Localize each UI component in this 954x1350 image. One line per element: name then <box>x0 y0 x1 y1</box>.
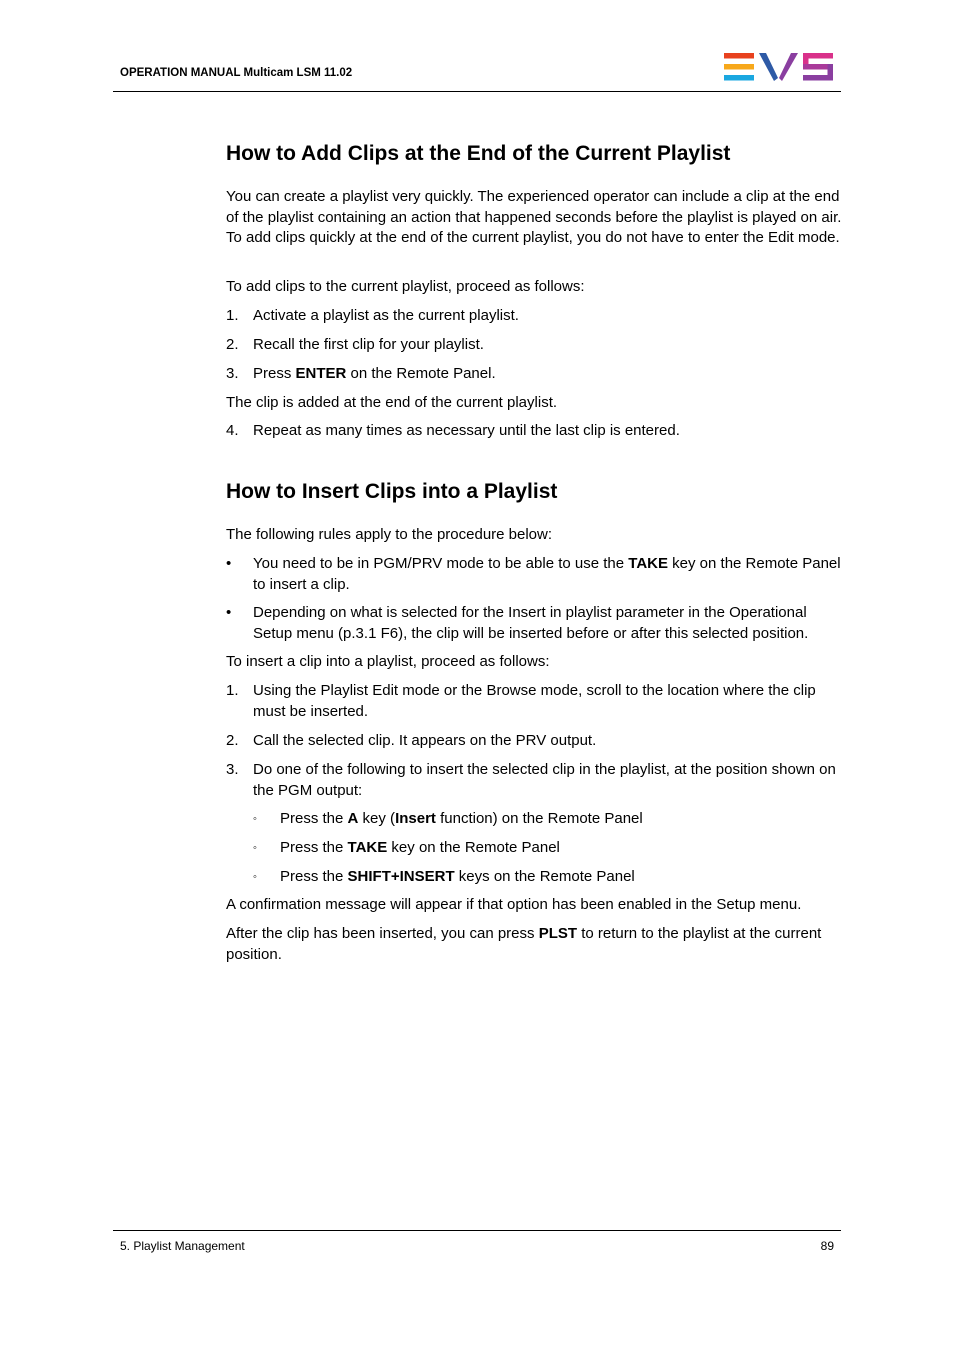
page-footer <box>113 1230 841 1255</box>
bullet-marker: • <box>226 555 232 572</box>
section-heading-insert-clips: How to Insert Clips into a Playlist <box>226 480 558 503</box>
bullet-text: You need to be in PGM/PRV mode to be able to use the TAKE key on the Remote Panel to insert a clip. <box>253 555 841 593</box>
sub-list-text: Press the TAKE key on the Remote Panel <box>280 839 560 856</box>
sub-bullet-marker: ◦ <box>253 813 257 825</box>
page-header <box>113 48 841 92</box>
logo-s-bottom <box>803 75 833 81</box>
key-a: A <box>347 810 359 827</box>
key-plst: PLST <box>538 925 578 942</box>
evs-logo <box>724 52 834 82</box>
section2-lead: To insert a clip into a playlist, proceed as follows: <box>226 653 550 670</box>
logo-e-bar-bottom <box>724 75 754 81</box>
bullet-item <box>226 603 844 644</box>
list-text: Recall the first clip for your playlist. <box>253 336 484 353</box>
list-number: 3. <box>226 365 239 382</box>
key-shift-insert: SHIFT+INSERT <box>347 868 455 885</box>
sub-bullet-marker: ◦ <box>253 871 257 883</box>
sub-list-text: Press the SHIFT+INSERT keys on the Remote Panel <box>280 868 635 885</box>
section-heading-add-clips: How to Add Clips at the End of the Current Playlist <box>226 142 731 165</box>
list-text: Do one of the following to insert the selected clip in the playlist, at the position shown on the PGM output: <box>253 761 836 799</box>
list-item <box>226 681 844 722</box>
bullet-text: Depending on what is selected for the Insert in playlist parameter in the Operational Setup menu (p.3.1 F6), the clip will be inserted before or after this selected position. <box>253 604 809 642</box>
function-insert: Insert <box>395 810 436 827</box>
bullet-marker: • <box>226 604 232 621</box>
footer-section-title: 5. Playlist Management <box>120 1239 245 1253</box>
list-number: 3. <box>226 761 239 778</box>
logo-v-right <box>779 53 798 81</box>
list-item <box>226 364 844 385</box>
key-take: TAKE <box>347 839 388 856</box>
list-text: Using the Playlist Edit mode or the Browse mode, scroll to the location where the clip must be inserted. <box>253 682 816 720</box>
list-number: 4. <box>226 422 239 439</box>
sub-list-item <box>253 867 844 888</box>
list-item <box>226 421 844 442</box>
list-number: 1. <box>226 682 239 699</box>
bullet-item <box>226 554 844 595</box>
section2-rules-lead: The following rules apply to the procedure below: <box>226 526 553 543</box>
list-item <box>226 731 844 752</box>
key-take: TAKE <box>628 555 668 572</box>
sub-bullet-marker: ◦ <box>253 842 257 854</box>
page-number: 89 <box>820 1239 834 1253</box>
list-text: Press ENTER on the Remote Panel. <box>253 365 496 382</box>
logo-v-left <box>759 53 778 81</box>
section1-intro: You can create a playlist very quickly. The experienced operator can include a clip at the end of the playlist containing an action that happened seconds before the playlist is played on air. To add clips quickly at the end of the current playlist, you do not have to enter the Edit mode. <box>226 188 842 246</box>
sub-list-item <box>253 809 844 830</box>
section1-lead: To add clips to the current playlist, proceed as follows: <box>226 278 585 295</box>
list-text: Call the selected clip. It appears on the PRV output. <box>253 732 597 749</box>
sub-list-text: Press the A key (Insert function) on the Remote Panel <box>280 810 643 827</box>
logo-e-bar-mid <box>724 64 754 70</box>
list-text: Activate a playlist as the current playlist. <box>253 307 519 324</box>
section1-note: The clip is added at the end of the current playlist. <box>226 394 558 411</box>
section2-confirm: A confirmation message will appear if that option has been enabled in the Setup menu. <box>226 896 802 913</box>
list-item <box>226 760 844 801</box>
list-item <box>226 335 844 356</box>
list-number: 1. <box>226 307 239 324</box>
section2-after: After the clip has been inserted, you can press PLST to return to the playlist at the current position. <box>226 925 822 963</box>
key-enter: ENTER <box>295 365 347 382</box>
manual-title: OPERATION MANUAL Multicam LSM 11.02 <box>120 67 353 79</box>
logo-e-bar-top <box>724 53 754 59</box>
list-text: Repeat as many times as necessary until the last clip is entered. <box>253 422 680 439</box>
sub-list-item <box>253 838 844 859</box>
list-item <box>226 306 844 327</box>
list-number: 2. <box>226 732 239 749</box>
list-number: 2. <box>226 336 239 353</box>
